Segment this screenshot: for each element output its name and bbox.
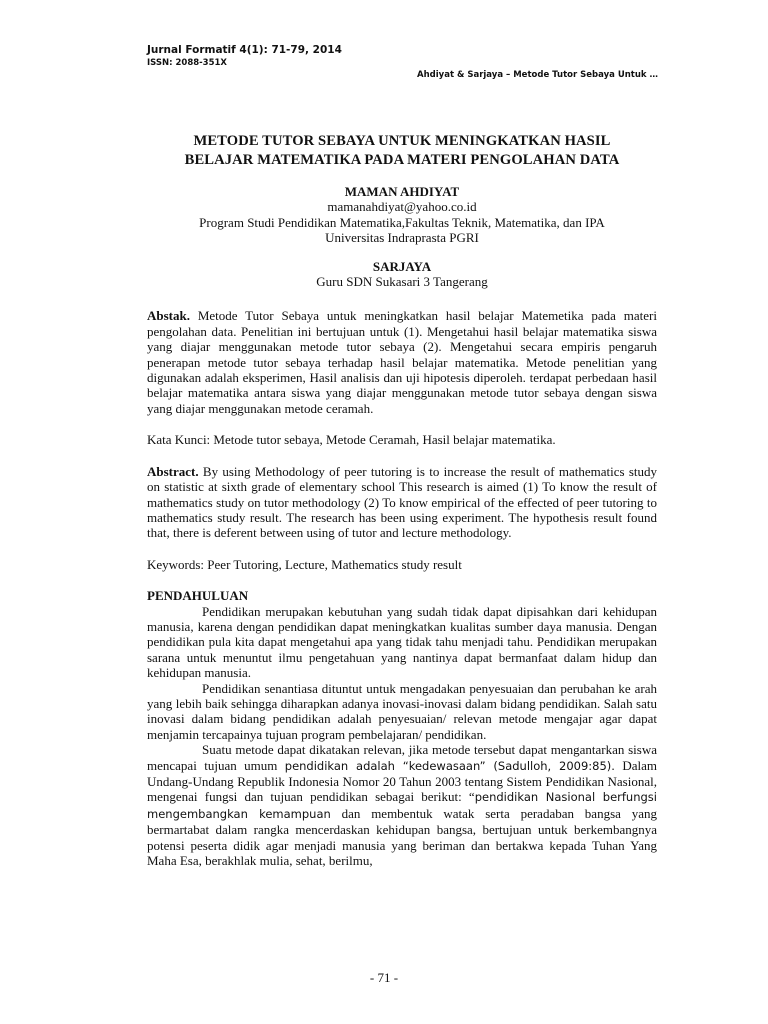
keywords: Keywords: Peer Tutoring, Lecture, Mathematics study result	[147, 556, 462, 572]
journal-citation: Jurnal Formatif 4(1): 71-79, 2014	[147, 44, 342, 56]
abstrak-text: Metode Tutor Sebaya untuk meningkatkan hasil belajar Matemetika pada materi pengolahan data. Penelitian ini bertujuan untuk (1). Mengetahui hasil belajar matematika siswa yang diajar menggunakan metode tutor sebaya (2). Mengetahui secara empiris pengaruh penerapan metode tutor sebaya terhadap hasil belajar matematika. Metode penelitian yang digunakan adalah eksperimen, Hasil analisis dan uji hipotesis diperoleh. terdapat perbedaan hasil belajar matematika antara siswa yang diajar menggunakan metode tutor sebaya dengan siswa yang diajar menggunakan metode ceramah.	[147, 308, 657, 416]
section-heading: PENDAHULUAN	[147, 588, 249, 604]
page-number: - 71 -	[369, 970, 399, 985]
issn: ISSN: 2088-351X	[147, 58, 227, 68]
abstract-label: Abstract.	[147, 463, 199, 479]
p3-part-d: pendidikan Nasional berfungsi mengembangkan kemampuan	[147, 790, 657, 821]
author-2-affiliation: Guru SDN Sukasari 3 Tangerang	[316, 274, 488, 290]
author-1-affiliation: Program Studi Pendidikan Matematika,Fakultas Teknik, Matematika, dan IPA	[199, 214, 605, 230]
author-1-block	[147, 184, 657, 246]
title-line-2: BELAJAR MATEMATIKA PADA MATERI PENGOLAHAN DATA	[184, 152, 620, 168]
author-2-name: SARJAYA	[372, 258, 432, 274]
abstract-paragraph	[147, 464, 657, 541]
author-2-block	[147, 259, 657, 290]
p3-part-a: Suatu metode dapat dikatakan relevan, jika metode tersebut dapat mengantarkan siswa mencapai tujuan umum	[147, 742, 657, 773]
abstrak-paragraph	[147, 308, 657, 416]
p3-part-c: Dalam Undang-Undang Republik Indonesia Nomor 20 Tahun 2003 tentang Sistem Pendidikan Nasional, mengenai fungsi dan tujuan pendidikan sebagai berikut: “	[147, 757, 658, 805]
abstract-text: By using Methodology of peer tutoring is to increase the result of mathematics study on statistic at sixth grade of elementary school This research is aimed (1) To know the result of mathematics study on tutor methodology (2) To know empirical of the effected of peer tutoring to mathematics study result. The research has been using experiment. The hypothesis result found that, there is deferent between using of tutor and lecture methodology.	[147, 463, 657, 541]
article-body	[147, 132, 657, 868]
author-1-name: MAMAN AHDIYAT	[344, 184, 460, 199]
kata-kunci: Kata Kunci: Metode tutor sebaya, Metode Ceramah, Hasil belajar matematika.	[147, 432, 556, 448]
intro-paragraph-3	[147, 742, 657, 868]
p3-part-e: dan membentuk watak serta peradaban bangsa yang bermartabat dalam rangka mencerdaskan kehidupan bangsa, bertujuan untuk berkembangnya potensi peserta didik agar menjadi manusia yang beriman dan bertakwa kepada Tuhan Yang Maha Esa, berakhlak mulia, sehat, berilmu,	[147, 805, 657, 869]
running-head: Ahdiyat & Sarjaya – Metode Tutor Sebaya Untuk …	[417, 70, 658, 80]
abstrak-label: Abstak.	[147, 308, 190, 324]
author-1-email: mamanahdiyat@yahoo.co.id	[327, 199, 477, 215]
article-title	[147, 132, 657, 170]
title-line-1: METODE TUTOR SEBAYA UNTUK MENINGKATKAN HASIL	[193, 133, 611, 149]
author-1-university: Universitas Indraprasta PGRI	[325, 230, 479, 246]
p3-part-b: pendidikan adalah “kedewasaan” (Sadulloh, 2009:85).	[284, 758, 615, 773]
intro-paragraph-1: Pendidikan merupakan kebutuhan yang sudah tidak dapat dipisahkan dari kehidupan manusia, karena dengan pendidikan dapat meningkatkan kualitas sumber daya manusia. Dengan pendidikan pula kita dapat mengetahui apa yang tidak tahu menjadi tahu. Pendidikan merupakan sarana untuk menuntut ilmu pengetahuan yang nantinya dapat bermanfaat dalam hidup dan kehidupan manusia.	[147, 603, 657, 681]
intro-paragraph-2: Pendidikan senantiasa dituntut untuk mengadakan penyesuaian dan perubahan ke arah yang lebih baik sehingga diharapkan adanya inovasi-inovasi dalam bidang pendidikan. Salah satu inovasi dalam bidang pendidikan adalah penyesuaian/ relevan metode mengajar agar dapat menjamin tercapainya tujuan program pembelajaran/ pendidikan.	[147, 680, 657, 742]
